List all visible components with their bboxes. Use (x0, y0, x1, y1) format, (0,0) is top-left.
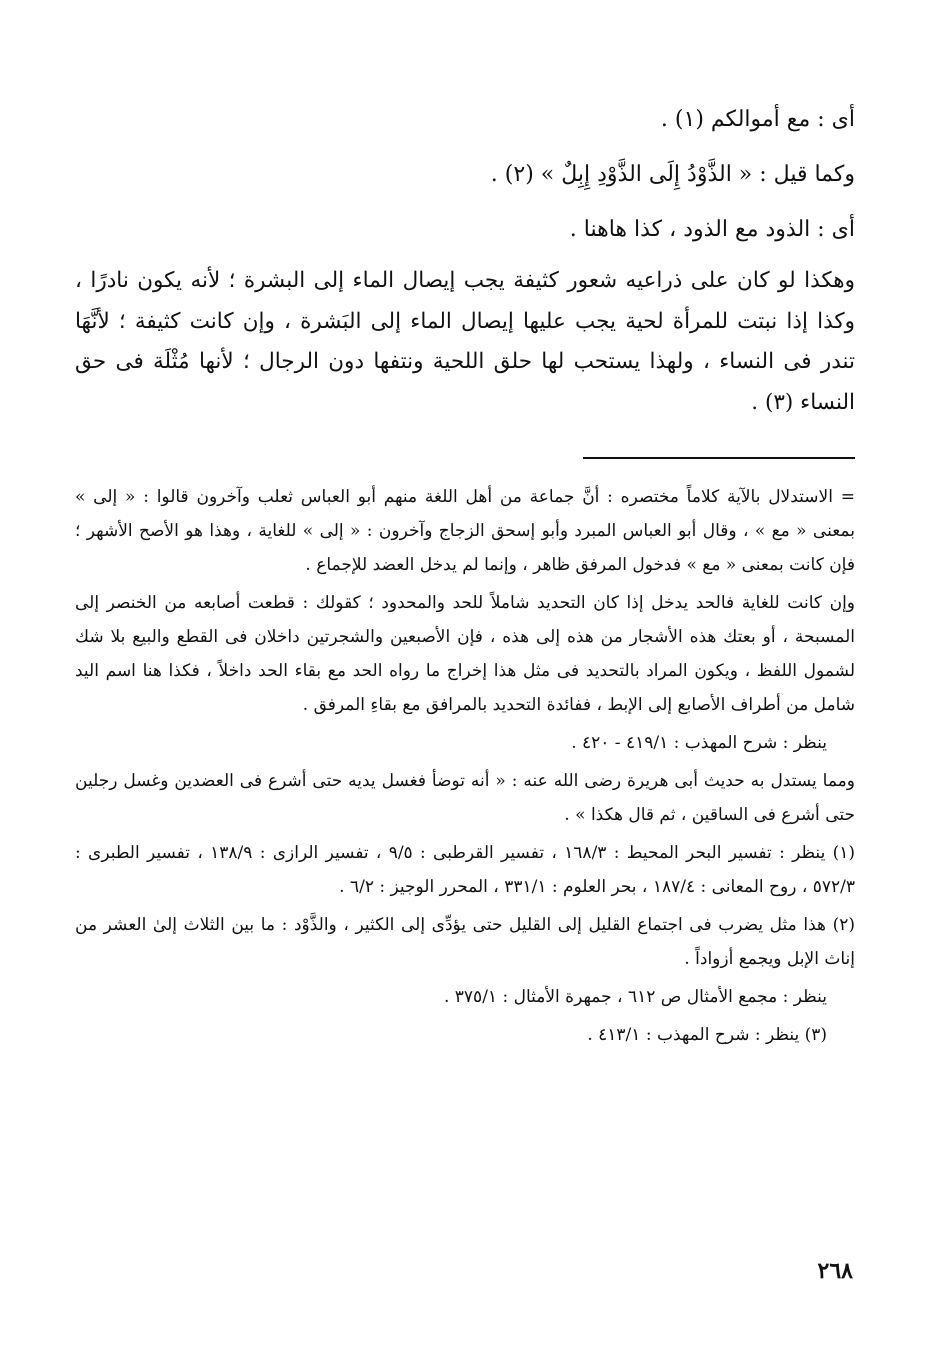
main-text (75, 92, 855, 423)
page-number: ٢٦٨ (817, 1258, 853, 1284)
footnote-reference-2: ينظر : مجمع الأمثال ص ٦١٢ ، جمهرة الأمثال : ٣٧٥/١ . (443, 987, 827, 1007)
footnote-reference-1: ينظر : شرح المهذب : ٤١٩/١ - ٤٢٠ . (571, 733, 827, 753)
main-line-3: أى : الذود مع الذود ، كذا هاهنا . (569, 217, 855, 242)
footnotes (75, 480, 855, 1052)
main-paragraph: وهكذا لو كان على ذراعيه شعور كثيفة يجب إيصال الماء إلى البشرة ؛ لأنه يكون نادرًا ، وكذا إذا نبتت للمرأة لحية يجب عليها إيصال الماء إلى البَشرة ، وإن كانت كثيفة ؛ لأنَّهَا تندر فى النساء ، ولهذا يستحب لها حلق اللحية ونتفها دون الرجال ؛ لأنها مُثْلَة فى حق النساء (٣) . (75, 268, 855, 415)
main-line-2: وكما قيل : « الذَّوْدُ إِلَى الذَّوْدِ إِبِلٌ » (٢) . (490, 162, 855, 187)
footnote-2: (٢) هذا مثل يضرب فى اجتماع القليل إلى القليل حتى يؤدِّى إلى الكثير ، والذَّوْد : ما بين الثلاث إلىٰ العشر من إناث الإبل ويجمع أزواداً . (75, 915, 855, 969)
main-line-1: أى : مع أموالكم (١) . (660, 107, 855, 132)
footnote-continuation-2: وإن كانت للغاية فالحد يدخل إذا كان التحديد شاملاً للحد والمحدود ؛ كقولك : قطعت أصابعه من الخنصر إلى المسبحة ، أو بعتك هذه الأشجار من هذه إلى هذه ، فإن الأصبعين والشجرتين داخلان فى القطع والبيع بلا شك لشمول اللفظ ، ويكون المراد بالتحديد فى مثل هذا إخراج ما رواه الحد مع بقاء الحد داخلاً ، فكذا هنا اسم اليد شامل من أطراف الأصابع إلى الإبط ، ففائدة التحديد بالمرافق مع بقاءِ المرفق . (75, 593, 855, 715)
footnote-continuation-3: ومما يستدل به حديث أبى هريرة رضى الله عنه : « أنه توضأ فغسل يديه حتى أشرع فى العضدين وغسل رجلين حتى أشرع فى الساقين ، ثم قال هكذا » . (75, 771, 855, 825)
footnote-3: (٣) ينظر : شرح المهذب : ٤١٣/١ . (587, 1025, 827, 1045)
footnote-divider (583, 457, 855, 459)
footnote-1: (١) ينظر : تفسير البحر المحيط : ١٦٨/٣ ، تفسير القرطبى : ٩/٥ ، تفسير الرازى : ١٣٨/٩ ، تفسير الطبرى : ٥٧٢/٣ ، روح المعانى : ١٨٧/٤ ، بحر العلوم : ٣٣١/١ ، المحرر الوجيز : ٦/٢ . (75, 843, 856, 897)
footnote-continuation-1: = الاستدلال بالآية كلاماً مختصره : أنَّ جماعة من أهل اللغة منهم أبو العباس ثعلب وآخرون قالوا : « إلى » بمعنى « مع » ، وقال أبو العباس المبرد وأبو إسحق الزجاج وآخرون : « إلى » للغاية ، وهذا هو الأصح الأشهر ؛ فإن كانت بمعنى « مع » فدخول المرفق ظاهر ، وإنما لم يدخل العضد للإجماع . (75, 487, 855, 575)
